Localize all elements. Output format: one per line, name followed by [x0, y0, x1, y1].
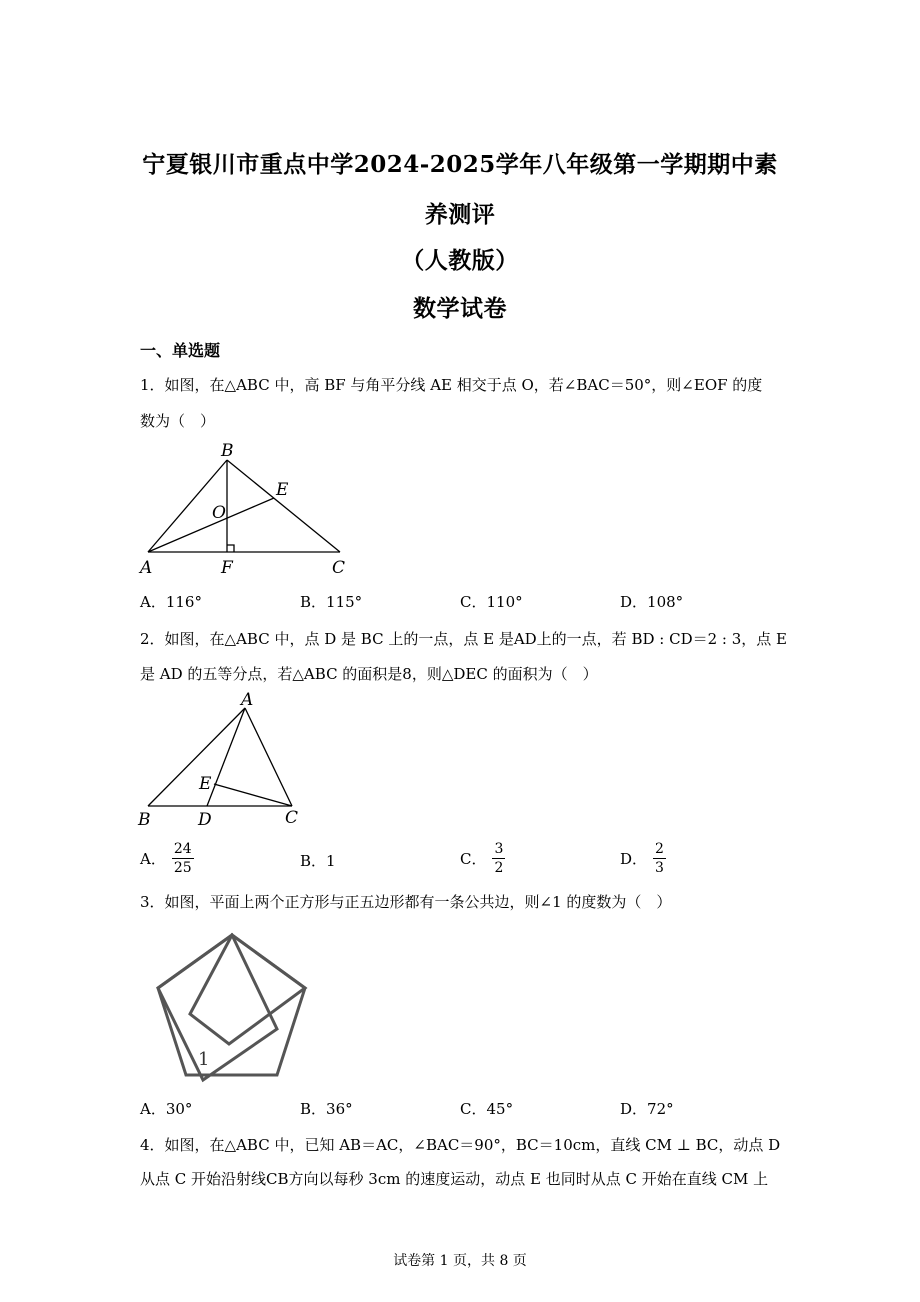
q3-square-left — [158, 935, 277, 1080]
q2-segment-ec — [214, 784, 292, 806]
q2-option-d[interactable]: D． $\frac{2}{3}$ — [620, 841, 664, 876]
q2-option-c[interactable]: C． $\frac{3}{2}$ — [460, 841, 504, 876]
q3-angle-label: 1 — [198, 1049, 210, 1070]
q2-label-c: C — [285, 808, 299, 828]
q3-option-d[interactable]: D．72° — [620, 1100, 674, 1118]
q1-option-a[interactable]: A．116° — [140, 593, 202, 611]
q1-label-c: C — [332, 558, 346, 578]
q1-figure — [135, 435, 365, 580]
q2-text-line-2: 是 AD 的五等分点，若△ABC 的面积是8，则△DEC 的面积为（ ） — [140, 665, 598, 683]
q3-options — [140, 1098, 780, 1138]
q1-text-line-1: 1．如图，在△ABC 中，高 BF 与角平分线 AE 相交于点 O，若∠BAC＝50°，则∠EOF 的度 — [140, 376, 763, 394]
q2-label-d: D — [198, 810, 212, 830]
q3-option-a[interactable]: A．30° — [140, 1100, 193, 1118]
q2-side-ab — [148, 708, 245, 806]
q1-label-f: F — [221, 558, 233, 578]
section-heading: 一、单选题 — [140, 341, 221, 360]
page-footer: 试卷第 1 页，共 8 页 — [393, 1253, 527, 1269]
title-line-1: 宁夏银川市重点中学2024-2025学年八年级第一学期期中素 — [142, 151, 778, 178]
q2-side-ac — [245, 708, 292, 806]
q4-text-line-1: 4．如图，在△ABC 中，已知 AB＝AC，∠BAC＝90°，BC＝10cm，直线 CM ⊥ BC，动点 D — [140, 1136, 781, 1154]
q4-text-line-2: 从点 C 开始沿射线CB方向以每秒 3cm 的速度运动，动点 E 也同时从点 C 开始在直线 CM 上 — [140, 1170, 769, 1188]
q3-text-line-1: 3．如图，平面上两个正方形与正五边形都有一条公共边，则∠1 的度数为（ ） — [140, 893, 672, 911]
q1-text-line-2: 数为（ ） — [140, 412, 216, 430]
title-line-3: （人教版） — [401, 247, 519, 274]
q2-option-a[interactable]: A． $\frac{24}{25}$ — [140, 841, 192, 876]
q2-option-b[interactable]: B．1 — [300, 852, 336, 870]
q1-label-b: B — [221, 441, 234, 461]
q1-bisector-ae — [148, 498, 274, 552]
q1-label-a: A — [140, 558, 153, 578]
q2-label-a: A — [241, 690, 254, 710]
q2-options — [140, 840, 780, 880]
q1-options — [140, 591, 780, 631]
title-line-2: 养测评 — [424, 201, 496, 228]
q1-option-c[interactable]: C．110° — [460, 593, 523, 611]
q2-text-line-1: 2．如图，在△ABC 中，点 D 是 BC 上的一点，点 E 是AD上的一点，若 BD : CD＝2 : 3，点 E — [140, 630, 787, 648]
q2-figure — [135, 692, 315, 832]
q1-option-d[interactable]: D．108° — [620, 593, 684, 611]
q3-option-c[interactable]: C．45° — [460, 1100, 514, 1118]
q3-option-b[interactable]: B．36° — [300, 1100, 353, 1118]
q2-label-b: B — [138, 810, 151, 830]
q1-right-angle-mark — [227, 545, 234, 552]
title-line-4: 数学试卷 — [413, 295, 507, 322]
q1-option-b[interactable]: B．115° — [300, 593, 363, 611]
q1-label-o: O — [212, 503, 226, 523]
q3-figure — [150, 928, 320, 1083]
q1-label-e: E — [276, 480, 289, 500]
q1-side-bc — [227, 460, 340, 552]
q2-label-e: E — [199, 774, 212, 794]
